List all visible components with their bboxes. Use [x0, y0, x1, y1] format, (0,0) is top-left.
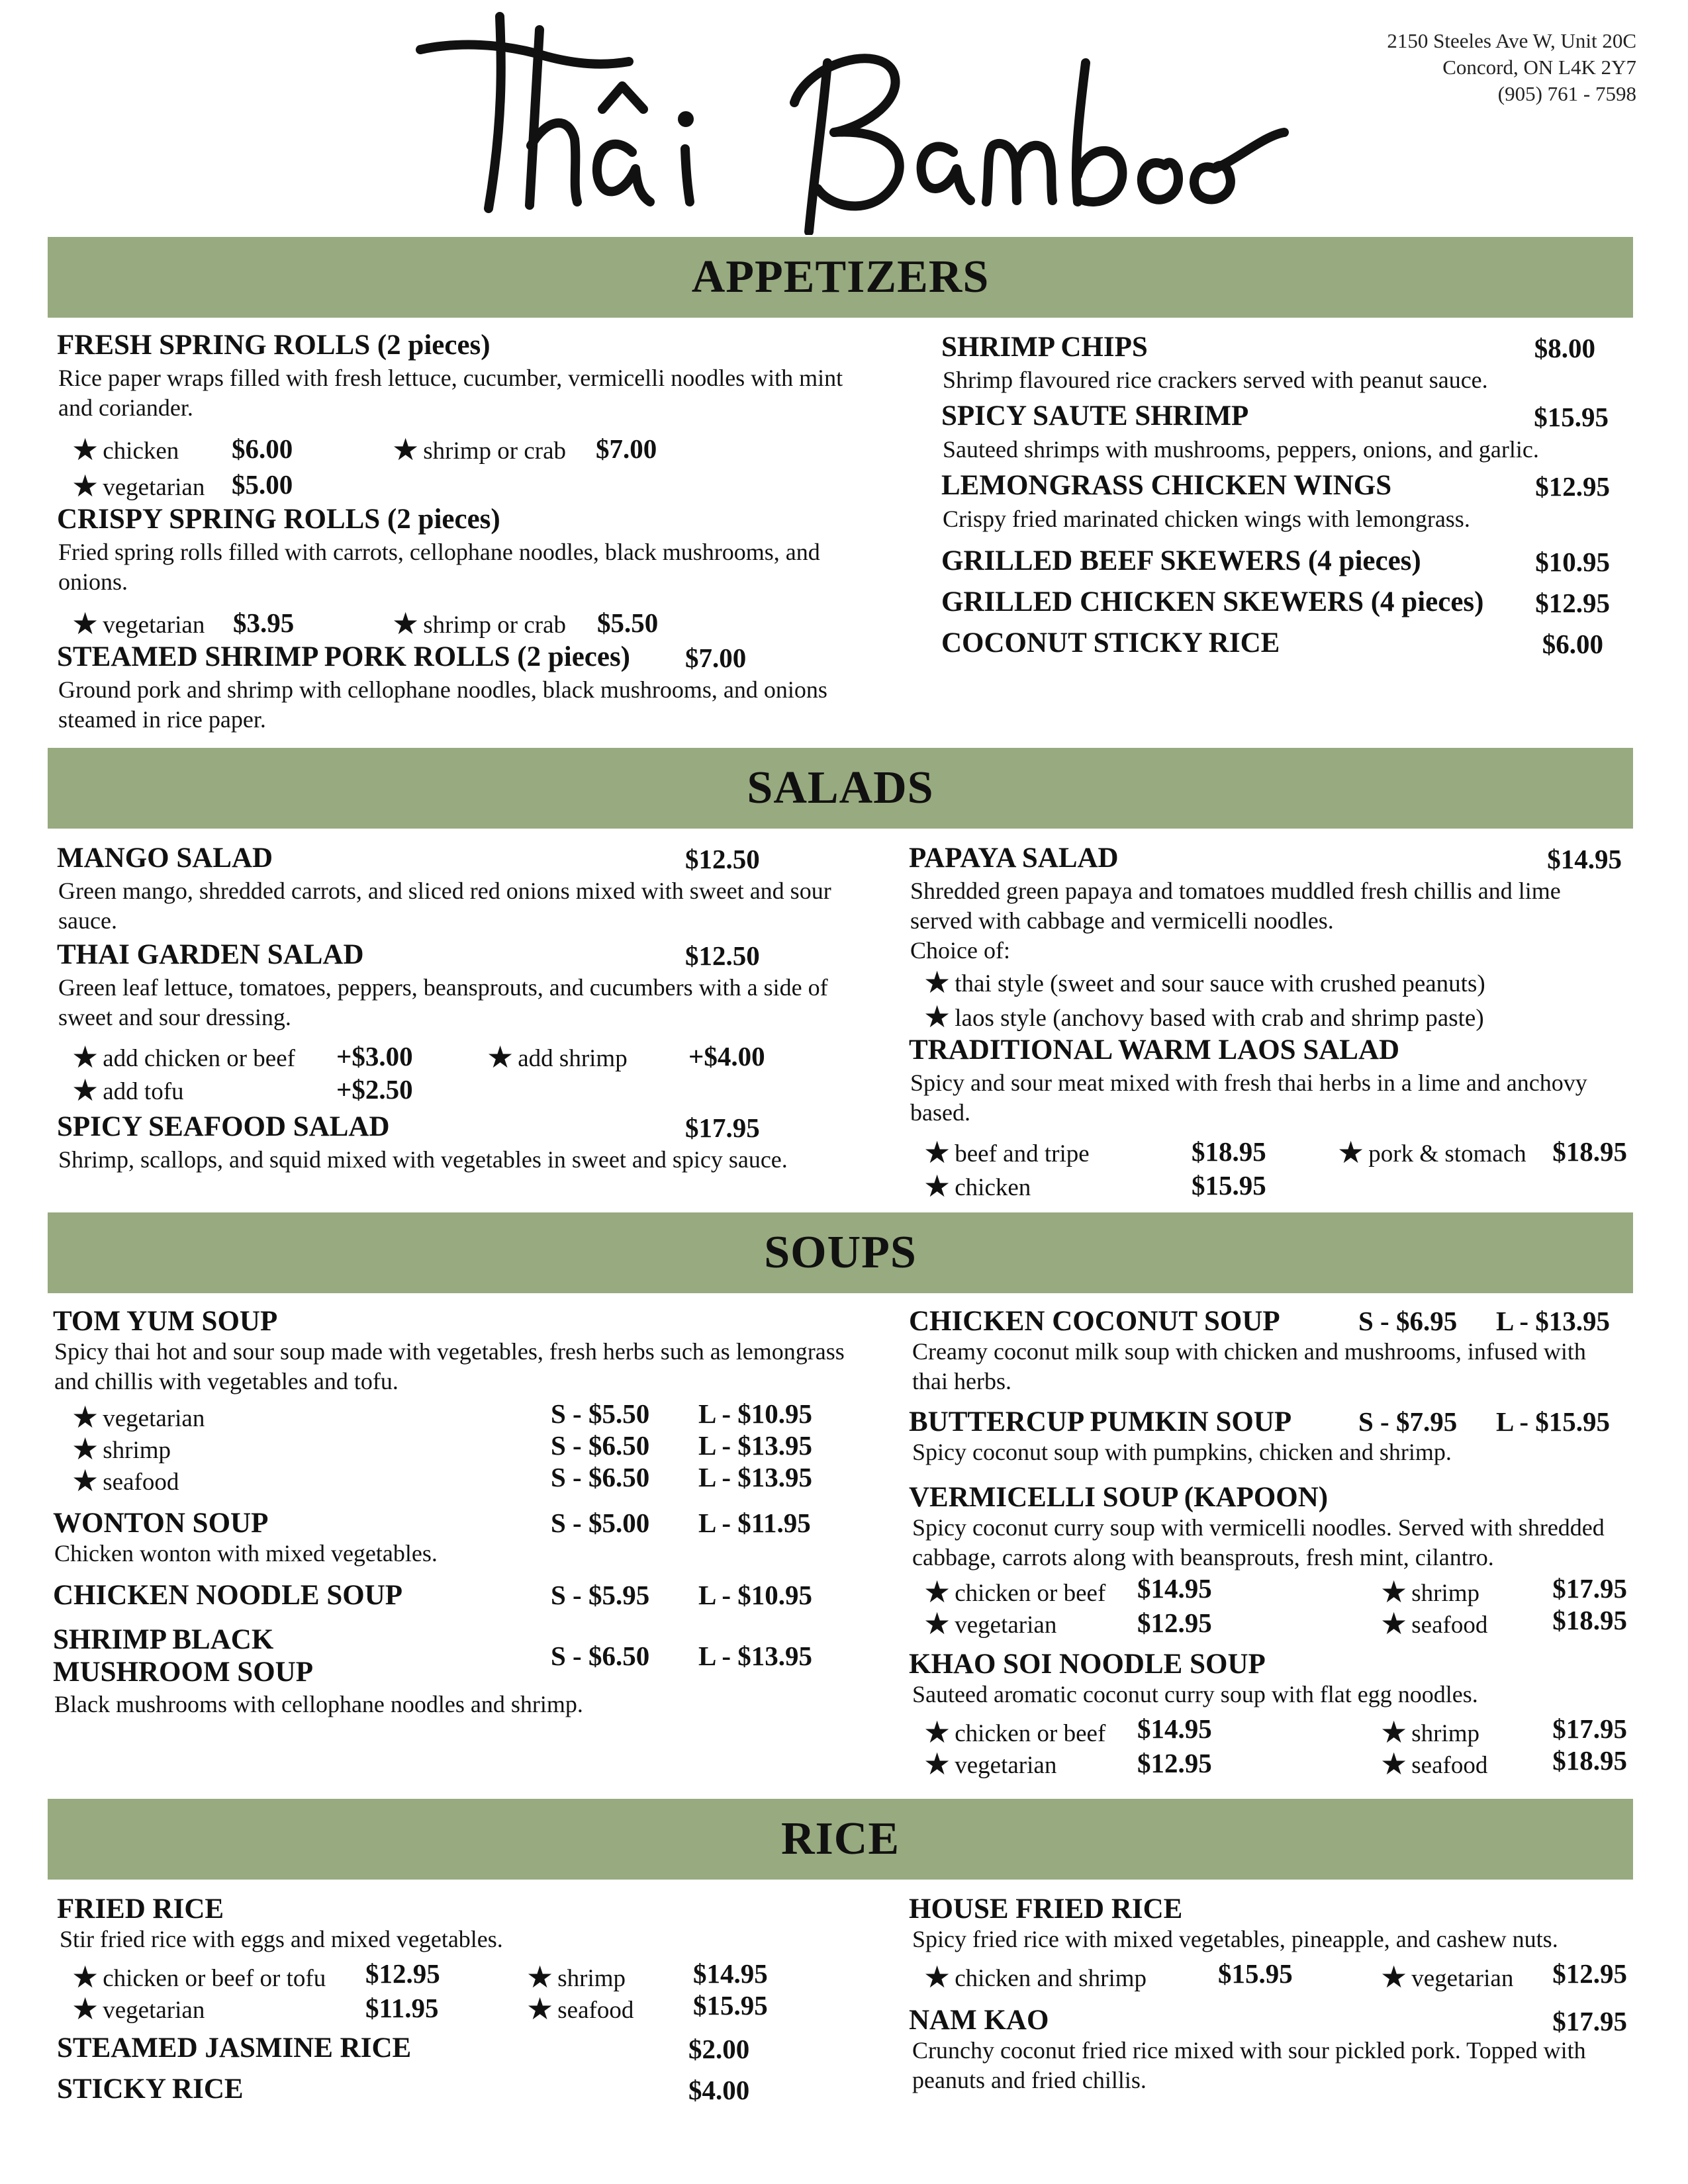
- thai-garden-desc: Green leaf lettuce, tomatoes, peppers, beansprouts, and cucumbers with a side of sweet and sour dressing.: [58, 974, 828, 1030]
- wonton-soup-desc: Chicken wonton with mixed vegetables.: [54, 1540, 438, 1567]
- star-icon: ★: [923, 1960, 951, 1994]
- option-price: $14.95: [693, 1958, 768, 1989]
- thai-bamboo-logo: [404, 10, 1317, 235]
- nam-kao-desc: Crunchy coconut fried rice mixed with sour pickled pork. Topped with peanuts and fried chillis.: [912, 2037, 1586, 2093]
- shrimp-chips-desc: Shrimp flavoured rice crackers served with peanut sauce.: [943, 367, 1488, 393]
- option-price: $5.00: [232, 469, 293, 500]
- sticky-rice-title: STICKY RICE: [57, 2073, 244, 2105]
- tom-yum-desc: Spicy thai hot and sour soup made with vegetables, fresh herbs such as lemongrass and chillis with vegetables and tofu.: [54, 1338, 845, 1394]
- large-price: L - $10.95: [698, 1580, 812, 1610]
- star-icon: ★: [923, 966, 951, 999]
- shrimp-chips-title: SHRIMP CHIPS: [941, 332, 1148, 363]
- salads-header: [48, 748, 1633, 829]
- star-icon: ★: [71, 1960, 99, 1994]
- spicy-seafood-salad-price: $17.95: [685, 1113, 760, 1143]
- choice-label: Choice of:: [910, 937, 1010, 964]
- option-beef-and-tripe: ★ beef and tripe: [923, 1136, 1090, 1169]
- option-vegetarian: ★ vegetarian: [71, 1400, 205, 1434]
- steamed-rolls-title: STEAMED SHRIMP PORK ROLLS (2 pieces): [57, 641, 631, 672]
- shrimp-black-mushroom-desc: Black mushrooms with cellophane noodles and shrimp.: [54, 1691, 583, 1717]
- option-price: $12.95: [1137, 1748, 1212, 1778]
- crispy-spring-rolls-title: CRISPY SPRING ROLLS (2 pieces): [57, 504, 500, 535]
- addon-shrimp: ★ add shrimp: [487, 1040, 628, 1074]
- wonton-soup-title: WONTON SOUP: [53, 1508, 269, 1539]
- small-price: S - $7.95: [1358, 1406, 1458, 1437]
- beef-skewers-title: GRILLED BEEF SKEWERS (4 pieces): [941, 545, 1421, 576]
- option-shrimp-or-crab: ★ shrimp or crab: [392, 433, 567, 467]
- option-seafood: ★ seafood: [1380, 1747, 1488, 1781]
- lemongrass-wings-desc: Crispy fried marinated chicken wings with lemongrass.: [943, 506, 1470, 532]
- option-shrimp-or-crab: ★ shrimp or crab: [392, 607, 567, 641]
- star-icon: ★: [71, 607, 99, 641]
- star-icon: ★: [1337, 1136, 1365, 1169]
- option-price: $14.95: [1137, 1573, 1212, 1604]
- large-price: L - $15.95: [1496, 1406, 1610, 1437]
- option-vegetarian: ★ vegetarian: [71, 1992, 205, 2026]
- option-price: $11.95: [365, 1993, 439, 2023]
- option-chicken-or-beef-or-tofu: ★ chicken or beef or tofu: [71, 1960, 326, 1994]
- option-seafood: ★ seafood: [526, 1992, 634, 2026]
- mango-salad-title: MANGO SALAD: [57, 842, 273, 874]
- small-price: S - $5.95: [551, 1580, 650, 1610]
- papaya-salad-title: PAPAYA SALAD: [909, 842, 1119, 874]
- coconut-sticky-rice-price: $6.00: [1542, 629, 1603, 659]
- option-vegetarian: ★ vegetarian: [1380, 1960, 1514, 1994]
- star-icon: ★: [71, 469, 99, 503]
- spicy-seafood-salad-desc: Shrimp, scallops, and squid mixed with vegetables in sweet and spicy sauce.: [58, 1146, 788, 1173]
- nam-kao-price: $17.95: [1552, 2006, 1627, 2036]
- option-price: $5.50: [597, 608, 659, 638]
- mango-salad-price: $12.50: [685, 844, 760, 874]
- option-seafood: ★ seafood: [1380, 1607, 1488, 1641]
- coconut-sticky-rice-title: COCONUT STICKY RICE: [941, 627, 1280, 659]
- phone-number: (905) 761 - 7598: [1497, 82, 1636, 105]
- small-price: S - $5.00: [551, 1508, 650, 1538]
- star-icon: ★: [923, 1000, 951, 1034]
- papaya-salad-desc: Shredded green papaya and tomatoes muddled fresh chillis and lime served with cabbage and vermicelli noodles.: [910, 878, 1561, 934]
- address-line-2: Concord, ON L4K 2Y7: [1442, 56, 1636, 79]
- soups-header: [48, 1212, 1633, 1293]
- option-vegetarian: ★ vegetarian: [923, 1747, 1057, 1781]
- option-vegetarian: ★ vegetarian: [71, 607, 205, 641]
- star-icon: ★: [71, 1073, 99, 1107]
- large-price: L - $13.95: [698, 1430, 812, 1461]
- section-title: SOUPS: [764, 1227, 917, 1278]
- spicy-saute-shrimp-desc: Sauteed shrimps with mushrooms, peppers, onions, and garlic.: [943, 436, 1539, 463]
- option-vegetarian: ★ vegetarian: [923, 1607, 1057, 1641]
- option-price: $18.95: [1552, 1136, 1627, 1167]
- chicken-noodle-title: CHICKEN NOODLE SOUP: [53, 1580, 403, 1611]
- star-icon: ★: [1380, 1575, 1408, 1609]
- option-price: $17.95: [1552, 1713, 1627, 1744]
- buttercup-desc: Spicy coconut soup with pumpkins, chicken and shrimp.: [912, 1439, 1452, 1465]
- option-pork-and-stomach: ★ pork & stomach: [1337, 1136, 1526, 1169]
- star-icon: ★: [923, 1747, 951, 1781]
- chicken-coconut-desc: Creamy coconut milk soup with chicken and mushrooms, infused with thai herbs.: [912, 1338, 1586, 1394]
- large-price: L - $13.95: [1496, 1306, 1610, 1336]
- spicy-saute-shrimp-price: $15.95: [1534, 402, 1609, 432]
- lemongrass-wings-price: $12.95: [1535, 471, 1610, 502]
- small-price: S - $6.95: [1358, 1306, 1458, 1336]
- laos-salad-title: TRADITIONAL WARM LAOS SALAD: [909, 1034, 1400, 1066]
- star-icon: ★: [923, 1715, 951, 1749]
- section-title: APPETIZERS: [691, 251, 990, 302]
- mango-salad-desc: Green mango, shredded carrots, and sliced red onions mixed with sweet and sour sauce.: [58, 878, 831, 934]
- option-vegetarian: ★ vegetarian: [71, 469, 205, 503]
- star-icon: ★: [923, 1169, 951, 1203]
- thai-garden-price: $12.50: [685, 940, 760, 971]
- option-chicken-or-beef: ★ chicken or beef: [923, 1575, 1106, 1609]
- vermicelli-desc: Spicy coconut curry soup with vermicelli noodles. Served with shredded cabbage, carrots along with beansprouts, fresh mint, cilantro.: [912, 1514, 1605, 1570]
- star-icon: ★: [71, 1040, 99, 1074]
- small-price: S - $6.50: [551, 1462, 650, 1492]
- star-icon: ★: [1380, 1715, 1408, 1749]
- option-price: $14.95: [1137, 1713, 1212, 1744]
- vermicelli-title: VERMICELLI SOUP (KAPOON): [909, 1482, 1329, 1513]
- section-title: RICE: [780, 1813, 900, 1864]
- option-price: $15.95: [693, 1990, 768, 2021]
- choice-thai-style: ★ thai style (sweet and sour sauce with crushed peanuts): [923, 966, 1485, 999]
- buttercup-title: BUTTERCUP PUMKIN SOUP: [909, 1406, 1292, 1437]
- fresh-spring-rolls-title: FRESH SPRING ROLLS (2 pieces): [57, 330, 491, 361]
- option-shrimp: ★ shrimp: [526, 1960, 626, 1994]
- option-shrimp: ★ shrimp: [71, 1432, 171, 1466]
- small-price: S - $6.50: [551, 1641, 650, 1671]
- option-price: $18.95: [1552, 1745, 1627, 1776]
- option-chicken: ★ chicken: [923, 1169, 1031, 1203]
- addon-price: +$3.00: [336, 1041, 413, 1071]
- small-price: S - $6.50: [551, 1430, 650, 1461]
- large-price: L - $13.95: [698, 1641, 812, 1671]
- tom-yum-title: TOM YUM SOUP: [53, 1306, 278, 1337]
- jasmine-rice-price: $2.00: [688, 2034, 750, 2064]
- star-icon: ★: [71, 1464, 99, 1498]
- option-chicken-and-shrimp: ★ chicken and shrimp: [923, 1960, 1147, 1994]
- star-icon: ★: [392, 433, 420, 467]
- option-price: $3.95: [233, 608, 295, 638]
- option-chicken: ★ chicken: [71, 433, 179, 467]
- khao-soi-title: KHAO SOI NOODLE SOUP: [909, 1649, 1266, 1680]
- option-price: $12.95: [1552, 1958, 1627, 1989]
- option-price: $12.95: [365, 1958, 440, 1989]
- spicy-saute-shrimp-title: SPICY SAUTE SHRIMP: [941, 400, 1249, 432]
- large-price: L - $10.95: [698, 1398, 812, 1429]
- option-price: $17.95: [1552, 1573, 1627, 1604]
- chicken-skewers-title: GRILLED CHICKEN SKEWERS (4 pieces): [941, 586, 1484, 617]
- star-icon: ★: [526, 1992, 554, 2026]
- choice-laos-style: ★ laos style (anchovy based with crab and shrimp paste): [923, 1000, 1484, 1034]
- lemongrass-wings-title: LEMONGRASS CHICKEN WINGS: [941, 470, 1392, 501]
- laos-salad-desc: Spicy and sour meat mixed with fresh thai herbs in a lime and anchovy based.: [910, 1069, 1587, 1126]
- star-icon: ★: [71, 1432, 99, 1466]
- fried-rice-title: FRIED RICE: [57, 1893, 224, 1925]
- star-icon: ★: [487, 1040, 514, 1074]
- option-price: $18.95: [1192, 1136, 1266, 1167]
- large-price: L - $11.95: [698, 1508, 811, 1538]
- star-icon: ★: [392, 607, 420, 641]
- thai-garden-title: THAI GARDEN SALAD: [57, 939, 364, 970]
- star-icon: ★: [526, 1960, 554, 1994]
- spicy-seafood-salad-title: SPICY SEAFOOD SALAD: [57, 1111, 390, 1142]
- star-icon: ★: [71, 433, 99, 467]
- nam-kao-title: NAM KAO: [909, 2005, 1049, 2036]
- option-price: $12.95: [1137, 1608, 1212, 1638]
- papaya-salad-price: $14.95: [1547, 844, 1622, 874]
- star-icon: ★: [923, 1607, 951, 1641]
- steamed-rolls-price: $7.00: [685, 643, 747, 673]
- crispy-spring-rolls-desc: Fried spring rolls filled with carrots, cellophane noodles, black mushrooms, and onions.: [58, 539, 820, 595]
- option-shrimp: ★ shrimp: [1380, 1715, 1480, 1749]
- jasmine-rice-title: STEAMED JASMINE RICE: [57, 2032, 412, 2064]
- option-chicken-or-beef: ★ chicken or beef: [923, 1715, 1106, 1749]
- star-icon: ★: [1380, 1747, 1408, 1781]
- restaurant-address: [1387, 28, 1636, 107]
- chicken-skewers-price: $12.95: [1535, 588, 1610, 618]
- option-price: $18.95: [1552, 1605, 1627, 1635]
- house-fried-rice-title: HOUSE FRIED RICE: [909, 1893, 1183, 1925]
- section-title: SALADS: [747, 762, 934, 813]
- option-price: $15.95: [1192, 1170, 1266, 1201]
- star-icon: ★: [71, 1400, 99, 1434]
- shrimp-black-mushroom-title-1: SHRIMP BLACK: [53, 1624, 274, 1655]
- option-shrimp: ★ shrimp: [1380, 1575, 1480, 1609]
- small-price: S - $5.50: [551, 1398, 650, 1429]
- option-seafood: ★ seafood: [71, 1464, 179, 1498]
- option-price: $7.00: [596, 433, 657, 464]
- star-icon: ★: [1380, 1960, 1408, 1994]
- address-line-1: 2150 Steeles Ave W, Unit 20C: [1387, 29, 1636, 52]
- chicken-coconut-title: CHICKEN COCONUT SOUP: [909, 1306, 1280, 1337]
- house-fried-rice-desc: Spicy fried rice with mixed vegetables, pineapple, and cashew nuts.: [912, 1926, 1558, 1952]
- fried-rice-desc: Stir fried rice with eggs and mixed vegetables.: [60, 1926, 503, 1952]
- star-icon: ★: [1380, 1607, 1408, 1641]
- fresh-spring-rolls-desc: Rice paper wraps filled with fresh lettuce, cucumber, vermicelli noodles with mint and coriander.: [58, 365, 843, 421]
- addon-price: +$4.00: [688, 1041, 765, 1071]
- appetizers-header: [48, 237, 1633, 318]
- rice-header: [48, 1799, 1633, 1880]
- star-icon: ★: [923, 1136, 951, 1169]
- star-icon: ★: [923, 1575, 951, 1609]
- option-price: $6.00: [232, 433, 293, 464]
- addon-chicken-or-beef: ★ add chicken or beef: [71, 1040, 295, 1074]
- khao-soi-desc: Sauteed aromatic coconut curry soup with flat egg noodles.: [912, 1681, 1478, 1707]
- beef-skewers-price: $10.95: [1535, 547, 1610, 577]
- option-price: $15.95: [1218, 1958, 1293, 1989]
- shrimp-chips-price: $8.00: [1534, 333, 1595, 363]
- large-price: L - $13.95: [698, 1462, 812, 1492]
- addon-tofu: ★ add tofu: [71, 1073, 184, 1107]
- sticky-rice-price: $4.00: [688, 2075, 750, 2105]
- star-icon: ★: [71, 1992, 99, 2026]
- steamed-rolls-desc: Ground pork and shrimp with cellophane noodles, black mushrooms, and onions steamed in rice paper.: [58, 676, 827, 733]
- addon-price: +$2.50: [336, 1074, 413, 1105]
- shrimp-black-mushroom-title-2: MUSHROOM SOUP: [53, 1657, 313, 1688]
